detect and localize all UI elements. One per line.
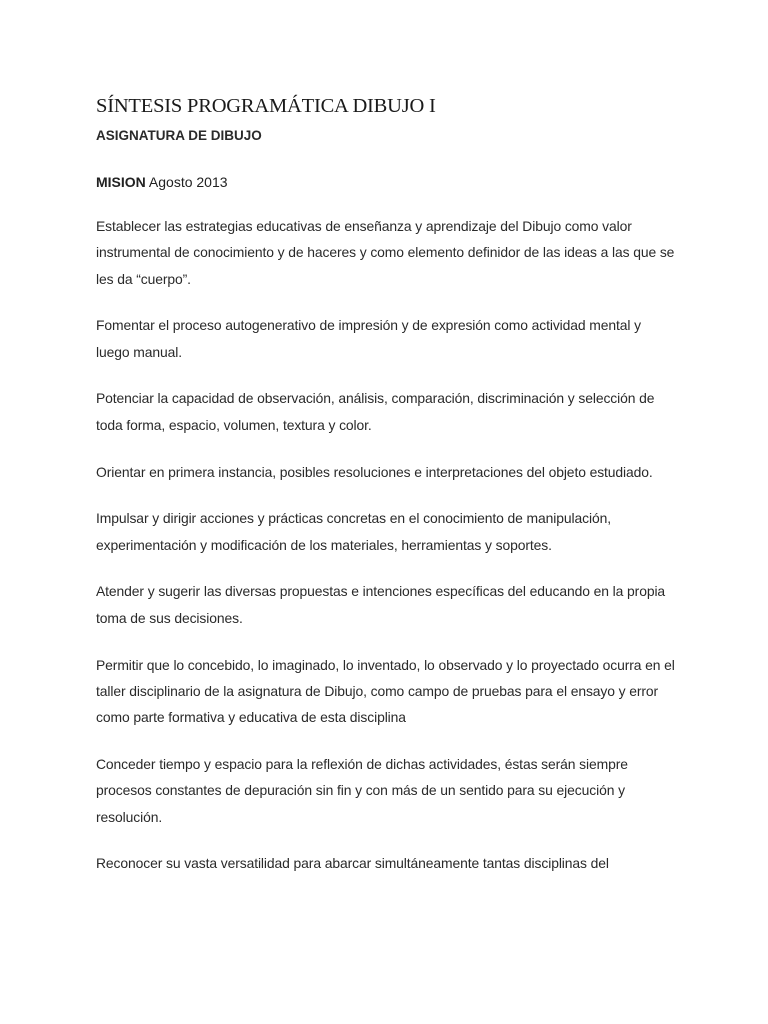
document-title: SÍNTESIS PROGRAMÁTICA DIBUJO I [96,95,436,117]
paragraph: Potenciar la capacidad de observación, análisis, comparación, discriminación y selección de toda forma, espacio, volumen, textura y color. [96,390,655,433]
document-subtitle: ASIGNATURA DE DIBUJO [96,128,262,143]
paragraph: Establecer las estrategias educativas de enseñanza y aprendizaje del Dibujo como valor instrumental de conocimiento y de haceres y como elemento definidor de las ideas a las que se les da “cuerpo”. [96,218,675,287]
paragraph: Conceder tiempo y espacio para la reflexión de dichas actividades, éstas serán siempre procesos constantes de depuración sin fin y con más de un sentido para su ejecución y resolución. [96,755,628,825]
mision-label: MISION [96,174,146,190]
mision-heading [96,172,676,192]
paragraph: Atender y sugerir las diversas propuestas e intenciones específicas del educando en la propia toma de sus decisiones. [96,583,666,626]
mision-date: Agosto 2013 [148,174,228,190]
paragraph: Orientar en primera instancia, posibles resoluciones e interpretaciones del objeto estudiado. [96,463,653,480]
paragraph: Permitir que lo concebido, lo imaginado, lo inventado, lo observado y lo proyectado ocurra en el taller disciplinario de la asignatura de Dibujo, como campo de pruebas para el ensayo y error como parte formativa y educativa de esta disciplina [96,656,675,726]
paragraph: Fomentar el proceso autogenerativo de impresión y de expresión como actividad mental y luego manual. [96,317,642,360]
paragraph: Impulsar y dirigir acciones y prácticas concretas en el conocimiento de manipulación, experimentación y modificación de los materiales, herramientas y soportes. [96,510,611,553]
paragraph: Reconocer su vasta versatilidad para abarcar simultáneamente tantas disciplinas del [96,855,609,872]
document-page [96,92,676,877]
